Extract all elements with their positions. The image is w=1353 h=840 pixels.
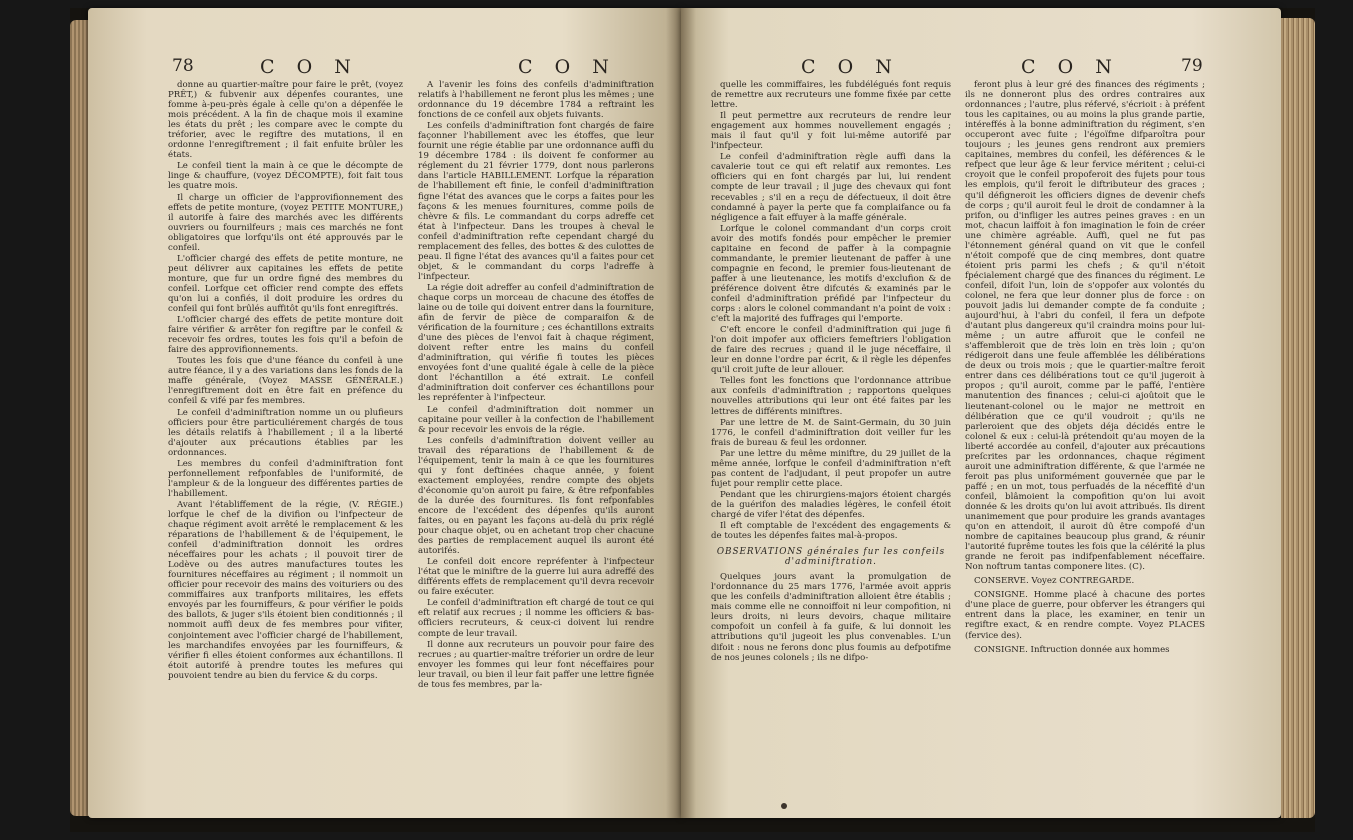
left-running-head-right: C O N (518, 56, 617, 78)
paragraph: feront plus à leur gré des finances des régiments ; ils ne donneront plus des ordres contraires aux ordonnances ; l'autre, plus réfervé, s'écrioit : à préfent tous les capitaines, ou au moins la plus grande partie, intéreffés à la bonne adminiftration du régiment, s'en occuperont avec fuite ; l'égoïfme difparoîtra pour toujours ; les jeunes gens rendront aux premiers capitaines, membres du confeil, les déférences & le refpect que leur âge & leur fervice méritent ; celui-ci croyoit que le confeil propoferoit des fujets pour tous les emplois, qu'il feroit le diftributeur des graces ; qu'il défigneroit les officiers dignes de devenir chefs de corps ; qu'il auroit feul le droit de condamner à la prifon, ou d'infliger les autres peines graves : en un mot, chacun laiffoit à fon imagination le foin de créer une chimère agréable. Auffi, quel ne fut pas l'étonnement général quand on vit que le confeil n'étoit compofé que de cinq membres, dont quatre étoient pris parmi les chefs ; & qu'il n'étoit fpécialement chargé que des finances du régiment. Le confeil, difoit l'un, loin de s'oppofer aux volontés du colonel, ne fera que leur donner plus de force : on pouvoit jadis lui demander compte de fa conduite ; aujourd'hui, à l'abri du confeil, il fera un defpote d'autant plus dangereux qu'il craindra moins pour lui-même ; un autre affuroit que le confeil ne s'affembleroit que de très loin en très loin ; qu'on rédigeroit dans une feule affemblée les délibérations de deux ou trois mois ; que le quartier-maître feroit entrer dans ces délibérations tout ce qu'il jugeroit à propos ; qu'il auroit, comme par le paffé, l'entière manutention des finances ; celui-ci ajoûtoit que le lieutenant-colonel ou le major ne mettroit en délibération que ce qu'il voudroit ; qu'ils ne parleroient que des objets déja décidés entre le colonel & eux : celui-là prétendoit qu'au moyen de la liberté accordée au confeil, d'ajouter aux précautions preſcrites par les ordonnances, chaque régiment auroit une adminiftration différente, & que l'armée ne feroit pas plus uniformément gouvernée que par le paffé ; en un mot, tous perfuadés de la néceffité d'un confeil, blâmoient la compofition qu'on lui avoit donnée & les droits qu'on lui avoit attribués. Ils dirent unanimement que pour produire les grands avantages qu'on en attendoit, il auroit dû être compofé d'un nombre de capitaines beaucoup plus grand, & réunir l'autorité fuprême toutes les fois que la célérité la plus grande ne feroit pas indifpenfablement néceffaire. Non noftrum tantas componere lites. (C). (965, 80, 1205, 573)
left-page-edges (70, 20, 90, 816)
paragraph: Le confeil doit encore repréfenter à l'infpecteur l'état que le miniftre de la guerre lui aura adreffé des différents effets de remplacement qu'il devra recevoir ou faire exécuter. (418, 557, 654, 598)
paragraph: Telles font les fonctions que l'ordonnance attribue aux confeils d'adminiftration ; rapportons quelques nouvelles attributions qui leur ont été faites par les lettres de différents miniftres. (711, 376, 951, 417)
paragraph: donne au quartier-maître pour faire le prêt, (voyez PRÊT,) & fubvenir aux dépenfes courantes, une fomme à-peu-près égale à celle qu'on a dépenfée le mois précédent. A la fin de chaque mois il examine les états du prêt ; les compare avec le compte du tréforier, avec le regiftre des mutations, il en ordonne l'enregiftrement ; il fait enfuite brûler les états. (168, 80, 403, 161)
paragraph: Les confeils d'adminiftration font chargés de faire façonner l'habillement avec les étoffes, que leur fournit une régie établie par une ordonnance auffi du 19 décembre 1784 : ils doivent fe conformer au réglement du 21 février 1779, dont nous parlerons dans l'article HABILLEMENT. Lorfque la réparation de l'habillement eft finie, le confeil d'adminiftration figne l'état des avances que le corps a faites pour les façons & les menues fournitures, comme poils de chèvre & fils. Le commandant du corps adreffe cet état à l'infpecteur. Dans les troupes à cheval le confeil d'adminiftration refte cependant chargé du remplacement des felles, des bottes & des culottes de peau. Il figne l'état des avances qu'il a faites pour cet objet, & le commandant du corps l'adreffe à l'infpecteur. (418, 121, 654, 282)
paragraph: C'eft encore le confeil d'adminiftration qui juge fi l'on doit impofer aux officiers femeftriers l'obligation de faire des recrues ; quand il le juge néceffaire, il leur en donne l'ordre par écrit, & il règle les dépenfes qu'il croit jufte de leur allouer. (711, 325, 951, 376)
paragraph: Il peut permettre aux recruteurs de rendre leur engagement aux hommes nouvellement engagés ; mais il faut qu'il y foit lui-même autorifé par l'infpecteur. (711, 111, 951, 152)
paragraph: L'officier chargé des effets de petite monture, ne peut délivrer aux capitaines les effets de petite monture, que fur un ordre figné des membres du confeil. Lorfque cet officier rend compte des effets qu'on lui a confiés, il doit produire les ordres du confeil qui font brûlés auffitôt qu'ils font enregiftrés. (168, 253, 403, 315)
paragraph: Les membres du confeil d'adminiftration font perfonnellement refponfables de l'uniformité, de l'ampleur & de la longueur des différentes parties de l'habillement. (168, 458, 403, 499)
paragraph: Avant l'établiffement de la régie, (V. RÉGIE.) lorfque le chef de la divifion ou l'infpecteur de chaque régiment avoit arrêté le remplacement & les réparations de l'habillement & de l'équipement, le confeil d'adminiftration donnoit les ordres néceffaires pour les achats ; il pouvoit tirer de Lodève ou des autres manufactures toutes les fournitures néceffaires au régiment ; il nommoit un officier pour recevoir des mains des voituriers ou des commiffaires aux tranfports militaires, les effets envoyés par les fourniffeurs, & pour vérifier le poids des ballots, & juger s'ils étoient bien conditionnés ; il nommoit auffi deux de fes membres pour vifiter, conjointement avec l'officier chargé de l'habillement, les marchandifes envoyées par les fourniffeurs, & vérifier fi elles étoient conformes aux échantillons. Il étoit autorifé à prendre toutes les mefures qui pouvoient tendre au bien du fervice & du corps. (168, 499, 403, 681)
paragraph: Le confeil d'adminiftration eft chargé de tout ce qui eft relatif aux recrues ; il nomme les officiers & bas-officiers recruteurs, & ceux-ci doivent lui rendre compte de leur travail. (418, 598, 654, 639)
left-column-2 (418, 80, 654, 800)
left-page-number: 78 (172, 56, 194, 76)
paragraph: Quelques jours avant la promulgation de l'ordonnance du 25 mars 1776, l'armée avoit appris que les confeils d'adminiftration alloient être établis ; mais comme elle ne connoiffoit ni leur compofition, ni leurs droits, ni leurs devoirs, chaque militaire compofoit un confeil à fa guife, & lui donnoit les attributions qu'il jugeoit les plus convenables. L'un difoit : nous ne ferons donc plus foumis au defpotifme de nos jeunes colonels ; ils ne difpo- (711, 572, 951, 663)
paragraph: La régie doit adreffer au confeil d'adminiftration de chaque corps un morceau de chacune des étoffes de laine ou de toile qui doivent entrer dans la fourniture, afin de fervir de pièce de comparaifon & de vérification de la fourniture ; ces échantillons extraits d'une des pièces de l'envoi fait à chaque régiment, doivent refter entre les mains du confeil d'adminiftration, qui vérifie fi toutes les pièces envoyées font d'une qualité égale à celle de la pièce dont l'échantillon a été extrait. Le confeil d'adminiftration doit conferver ces échantillons pour les repréfenter à l'infpecteur. (418, 282, 654, 404)
paragraph: Le confeil d'adminiftration règle auffi dans la cavalerie tout ce qui eft relatif aux remontes. Les officiers qui en font chargés par lui, lui rendent compte de leur travail ; il juge des chevaux qui font recevables ; s'il en a reçu de défectueux, il doit être condamné à payer la perte que fa complaifance ou fa négligence a fait effuyer à la maffe générale. (711, 152, 951, 223)
paragraph: CONSIGNE. Inftruction donnée aux hommes (974, 644, 1170, 655)
paragraph: Par une lettre du même miniftre, du 29 juillet de la même année, lorfque le confeil d'adminiftration n'eft pas content de l'adjudant, il peut propofer un autre fujet pour remplir cette place. (711, 448, 951, 489)
right-column-1 (711, 80, 951, 805)
right-page-edges (1281, 18, 1315, 818)
right-page-number: 79 (1181, 56, 1203, 76)
paragraph: Par une lettre de M. de Saint-Germain, du 30 juin 1776, le confeil d'adminiftration doit veiller fur les frais de bureau & feul les ordonner. (711, 417, 951, 448)
paragraph: A l'avenir les foins des confeils d'adminiftration relatifs à l'habillement ne feront plus les mêmes ; une ordonnance du 19 décembre 1784 a reftraint les fonctions de ce confeil aux objets fuivants. (418, 80, 654, 121)
right-page (681, 8, 1281, 818)
left-page (88, 8, 681, 818)
paragraph: quelle les commiffaires, les fubdélégués font requis de remettre aux recruteurs une fomme fixée par cette lettre. (711, 80, 951, 111)
paragraph: Le confeil d'adminiftration doit nommer un capitaine pour veiller à la confection de l'habillement & pour recevoir les envois de la régie. (418, 404, 654, 435)
paragraph: Le confeil d'adminiftration nomme un ou plufieurs officiers pour être particuliérement chargés de tous les détails relatifs à l'habillement ; il a la liberté d'ajouter aux précautions établies par les ordonnances. (168, 407, 403, 458)
paragraph: Le confeil tient la main à ce que le décompte de linge & chauffure, (voyez DÉCOMPTE), foit fait tous les quatre mois. (168, 161, 403, 192)
paragraph: Pendant que les chirurgiens-majors étoient chargés de la guérifon des maladies légères, le confeil étoit chargé de vifer l'état des dépenfes. (711, 489, 951, 520)
left-running-head-left: C O N (260, 56, 359, 78)
paragraph: Lorfque le colonel commandant d'un corps croit avoir des motifs fondés pour empêcher le premier capitaine en fecond de paffer à la compagnie commandante, le premier lieutenant de paffer à une compagnie en fecond, le premier fous-lieutenant de paffer à une lieutenance, les motifs d'exclufion & de préférence doivent être difcutés & examinés par le confeil d'adminiftration préfidé par l'infpecteur du corps : alors le colonel commandant n'a point de voix : c'eft la majorité des fuffrages qui l'emporte. (711, 223, 951, 325)
paragraph: Toutes les fois que d'une féance du confeil à une autre féance, il y a des variations dans les fonds de la maffe générale, (Voyez MASSE GÉNÉRALE.) l'enregiftrement doit en être fait en préfence du confeil & vifé par fes membres. (168, 356, 403, 407)
paragraph: CONSERVE. Voyez CONTREGARDE. (974, 576, 1135, 587)
paragraph: Les confeils d'adminiftration doivent veiller au travail des réparations de l'habillement & de l'équipement, tenir la main à ce que les fournitures qui y font deftinées chaque année, y foient exactement employées, rendre compte des objets d'économie qu'on auroit pu faire, & être refponfables de la durée des fournitures. Ils font refponfables encore de l'excédent des dépenfes qu'ils auront faites, ou en payant les façons au-delà du prix réglé pour chaque objet, ou en achetant trop cher chacune des parties de remplacement auquel ils auront été autorifés. (418, 435, 654, 557)
paragraph: Il charge un officier de l'approvifionnement des effets de petite monture, (voyez PETITE MONTURE,) il autorife à faire des marchés avec les différents ouvriers ou fournilfeurs ; mais ces marchés ne font obligatoires que lorfqu'ils ont été approuvés par le confeil. (168, 192, 403, 253)
paragraph: CONSIGNE. Homme placé à chacune des portes d'une place de guerre, pour obferver les étrangers qui entrent dans la place, les examiner, en tenir un regiftre exact, & en rendre compte. Voyez PLACES (fervice des). (965, 590, 1205, 641)
right-column-2 (965, 80, 1205, 805)
right-running-head-left: C O N (801, 56, 900, 78)
ink-spot (781, 803, 787, 809)
book-spread (70, 8, 1315, 832)
paragraph: L'officier chargé des effets de petite monture doit faire vérifier & arrêter fon regiftre par le confeil & recevoir fes ordres, toutes les fois qu'il a befoin de faire des approvifionnements. (168, 315, 403, 356)
book-gutter (666, 8, 696, 818)
paragraph: Il eft comptable de l'excédent des engagements & de toutes les dépenfes faites mal-à-propos. (711, 521, 951, 542)
right-running-head-right: C O N (1021, 56, 1120, 78)
observations-heading: OBSERVATIONS générales fur les confeils d'adminiftration. (716, 547, 946, 568)
left-column-1 (168, 80, 403, 800)
paragraph: Il donne aux recruteurs un pouvoir pour faire des recrues ; au quartier-maître tréforier un ordre de leur envoyer les fommes qui leur font néceffaires pour leur travail, ou bien il leur fait paffer une lettre fignée de tous fes membres, par la- (418, 639, 654, 690)
